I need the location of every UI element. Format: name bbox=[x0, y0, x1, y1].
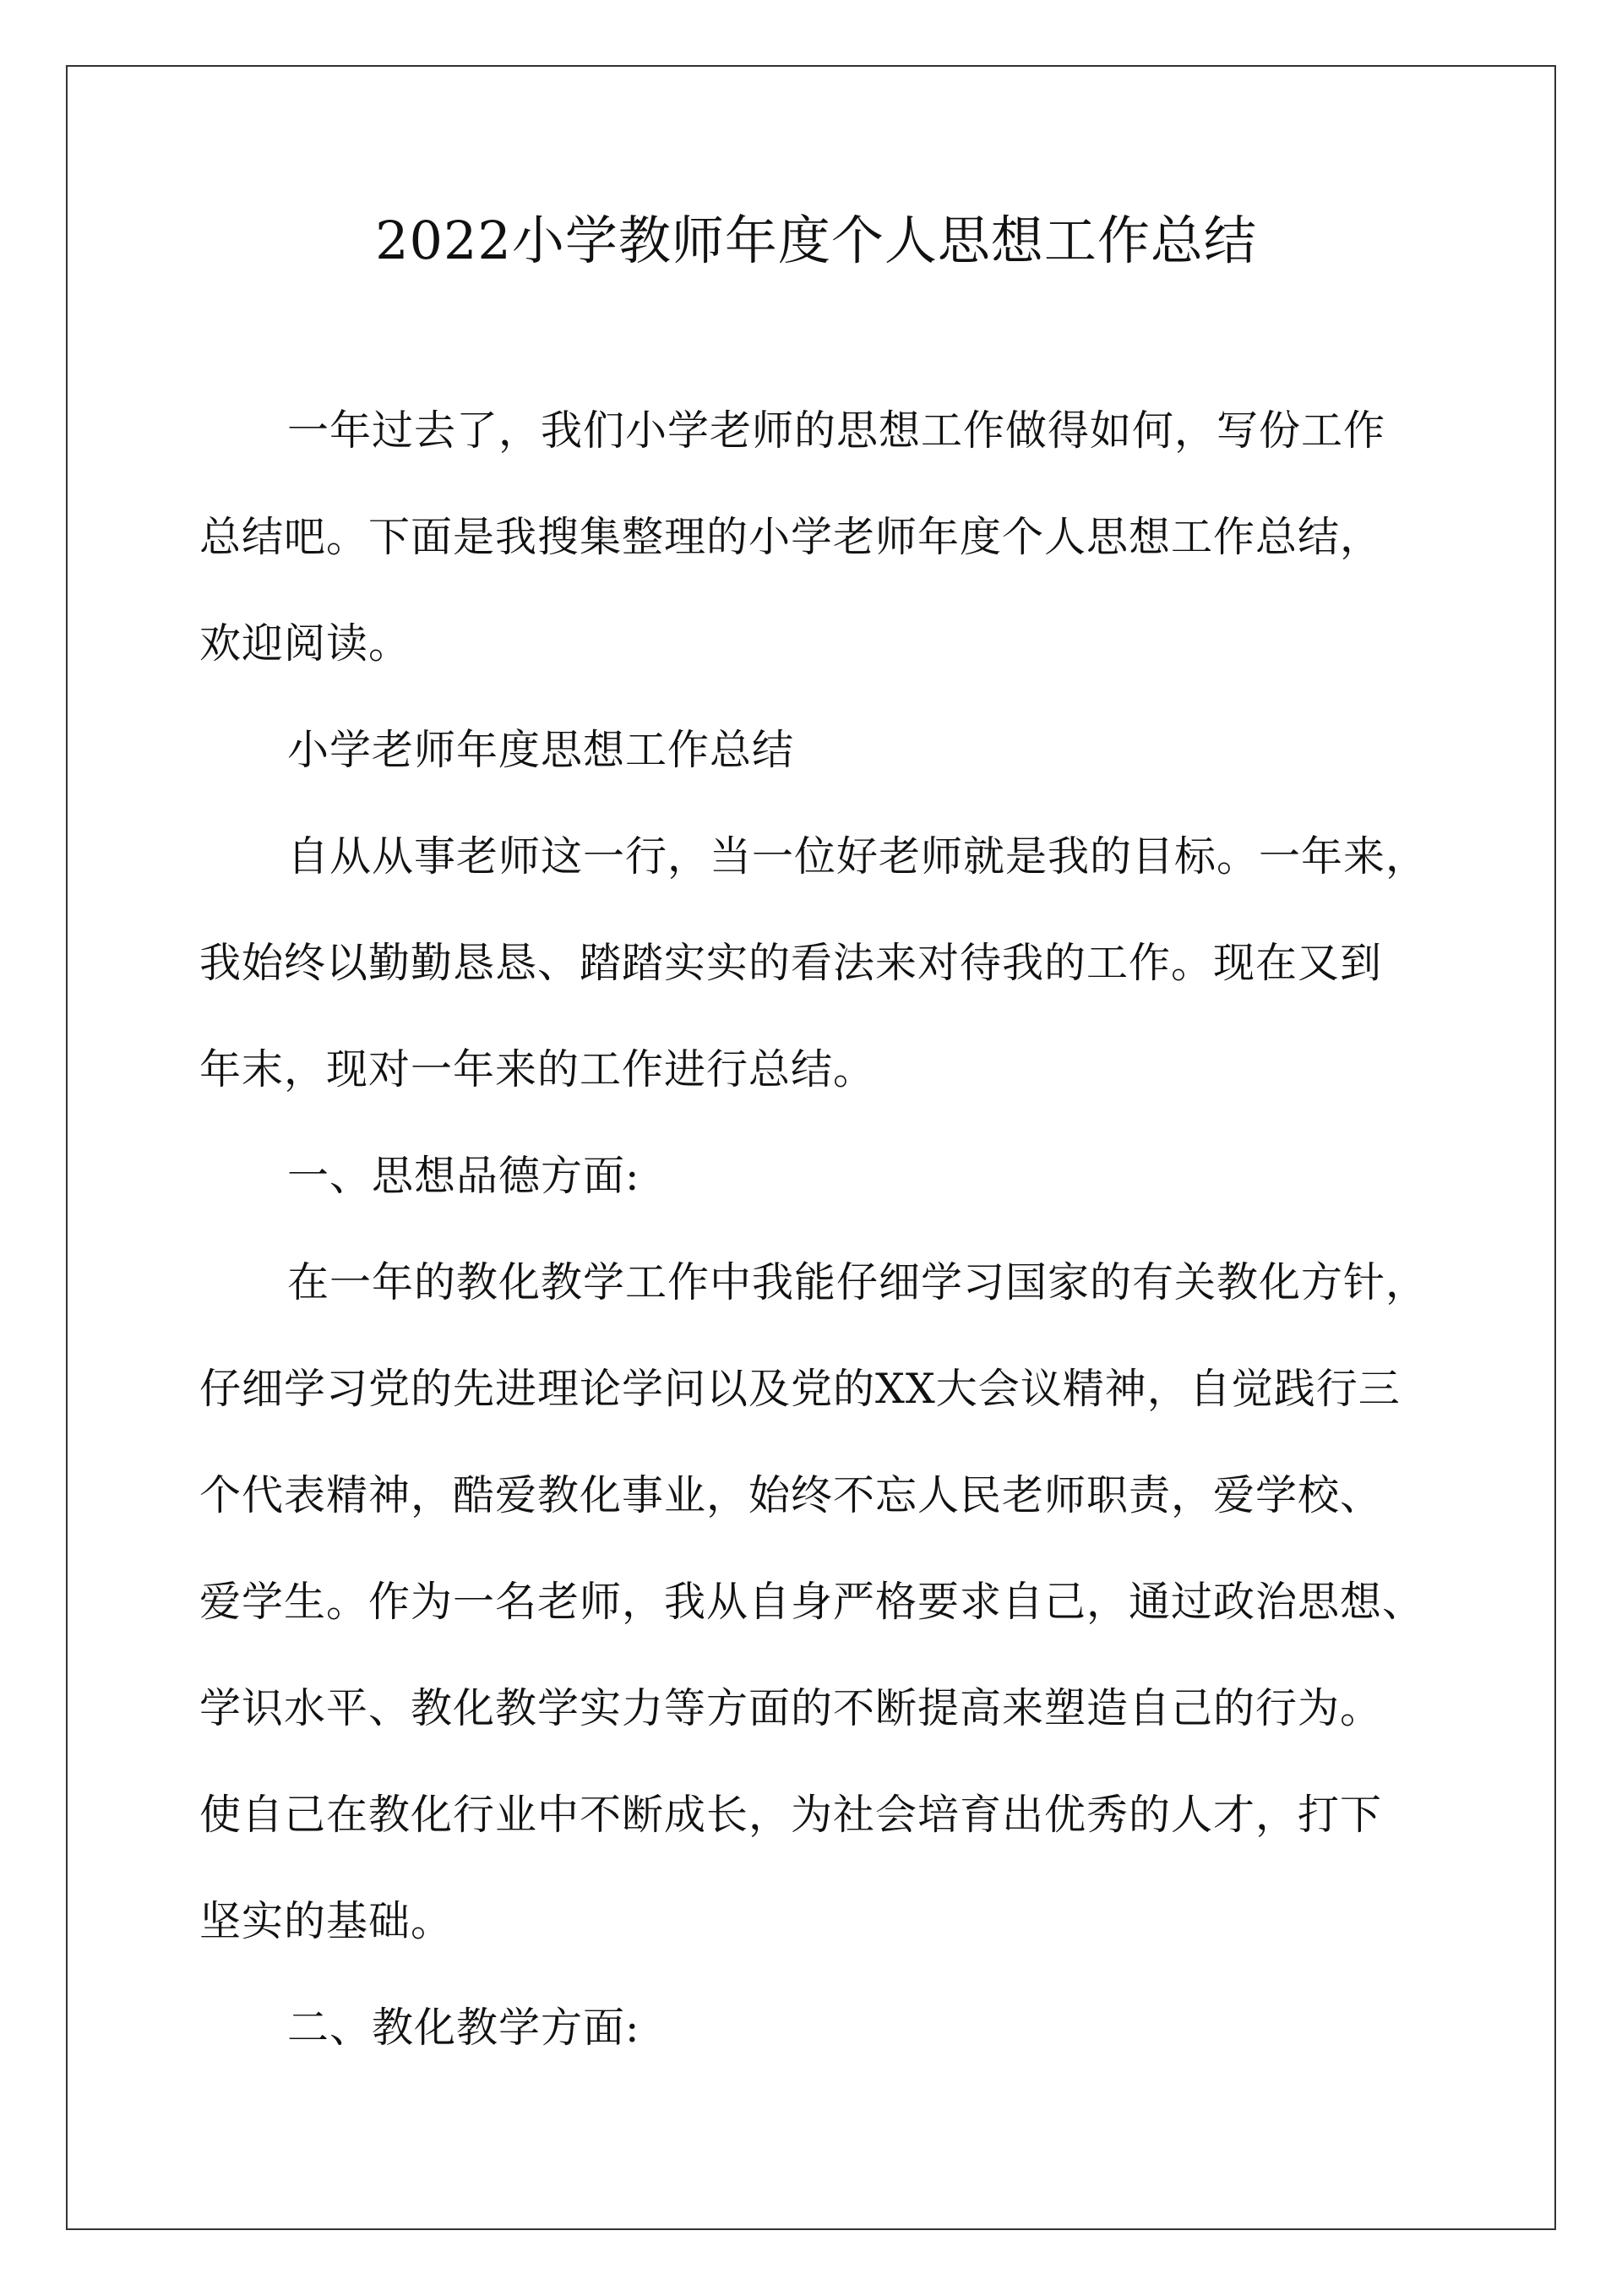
text-line: 在一年的教化教学工作中我能仔细学习国家的有关教化方针， bbox=[287, 1258, 1429, 1306]
text-line: 欢迎阅读。 bbox=[199, 619, 411, 668]
section-heading-ideology bbox=[199, 1123, 1433, 1230]
text-line: 我始终以勤勤恳恳、踏踏实实的看法来对待我的工作。现在又到 bbox=[199, 939, 1383, 987]
text-line: 一年过去了，我们小学老师的思想工作做得如何，写份工作 bbox=[287, 406, 1386, 455]
document-title: 2022小学教师年度个人思想工作总结 bbox=[375, 210, 1257, 271]
paragraph-goal bbox=[199, 804, 1433, 1123]
text-line: 学识水平、教化教学实力等方面的不断提高来塑造自己的行为。 bbox=[199, 1684, 1383, 1732]
text-line: 小学老师年度思想工作总结 bbox=[287, 726, 795, 774]
text-line: 个代表精神，酷爱教化事业，始终不忘人民老师职责，爱学校、 bbox=[199, 1471, 1383, 1519]
text-line: 年末，现对一年来的工作进行总结。 bbox=[199, 1045, 876, 1093]
paragraph-subtitle bbox=[199, 697, 1433, 804]
text-line: 使自己在教化行业中不断成长，为社会培育出优秀的人才，打下 bbox=[199, 1791, 1383, 1839]
text-line: 坚实的基础。 bbox=[199, 1897, 454, 1945]
text-line: 二、教化教学方面: bbox=[287, 2004, 640, 2052]
text-line: 自从从事老师这一行，当一位好老师就是我的目标。一年来， bbox=[287, 832, 1429, 881]
text-line: 一、思想品德方面: bbox=[287, 1152, 640, 1200]
text-line: 仔细学习党的先进理论学问以及党的XX大会议精神，自觉践行三 bbox=[199, 1365, 1401, 1413]
section-heading-teaching bbox=[199, 1975, 1433, 2081]
document-body bbox=[199, 199, 1433, 2081]
paragraph-intro bbox=[199, 378, 1433, 697]
document-text bbox=[199, 378, 1433, 2081]
paragraph-ideology bbox=[199, 1230, 1433, 1975]
text-line: 爱学生。作为一名老师，我从自身严格要求自己，通过政治思想、 bbox=[199, 1578, 1425, 1626]
text-line: 总结吧。下面是我搜集整理的小学老师年度个人思想工作总结， bbox=[199, 513, 1383, 561]
